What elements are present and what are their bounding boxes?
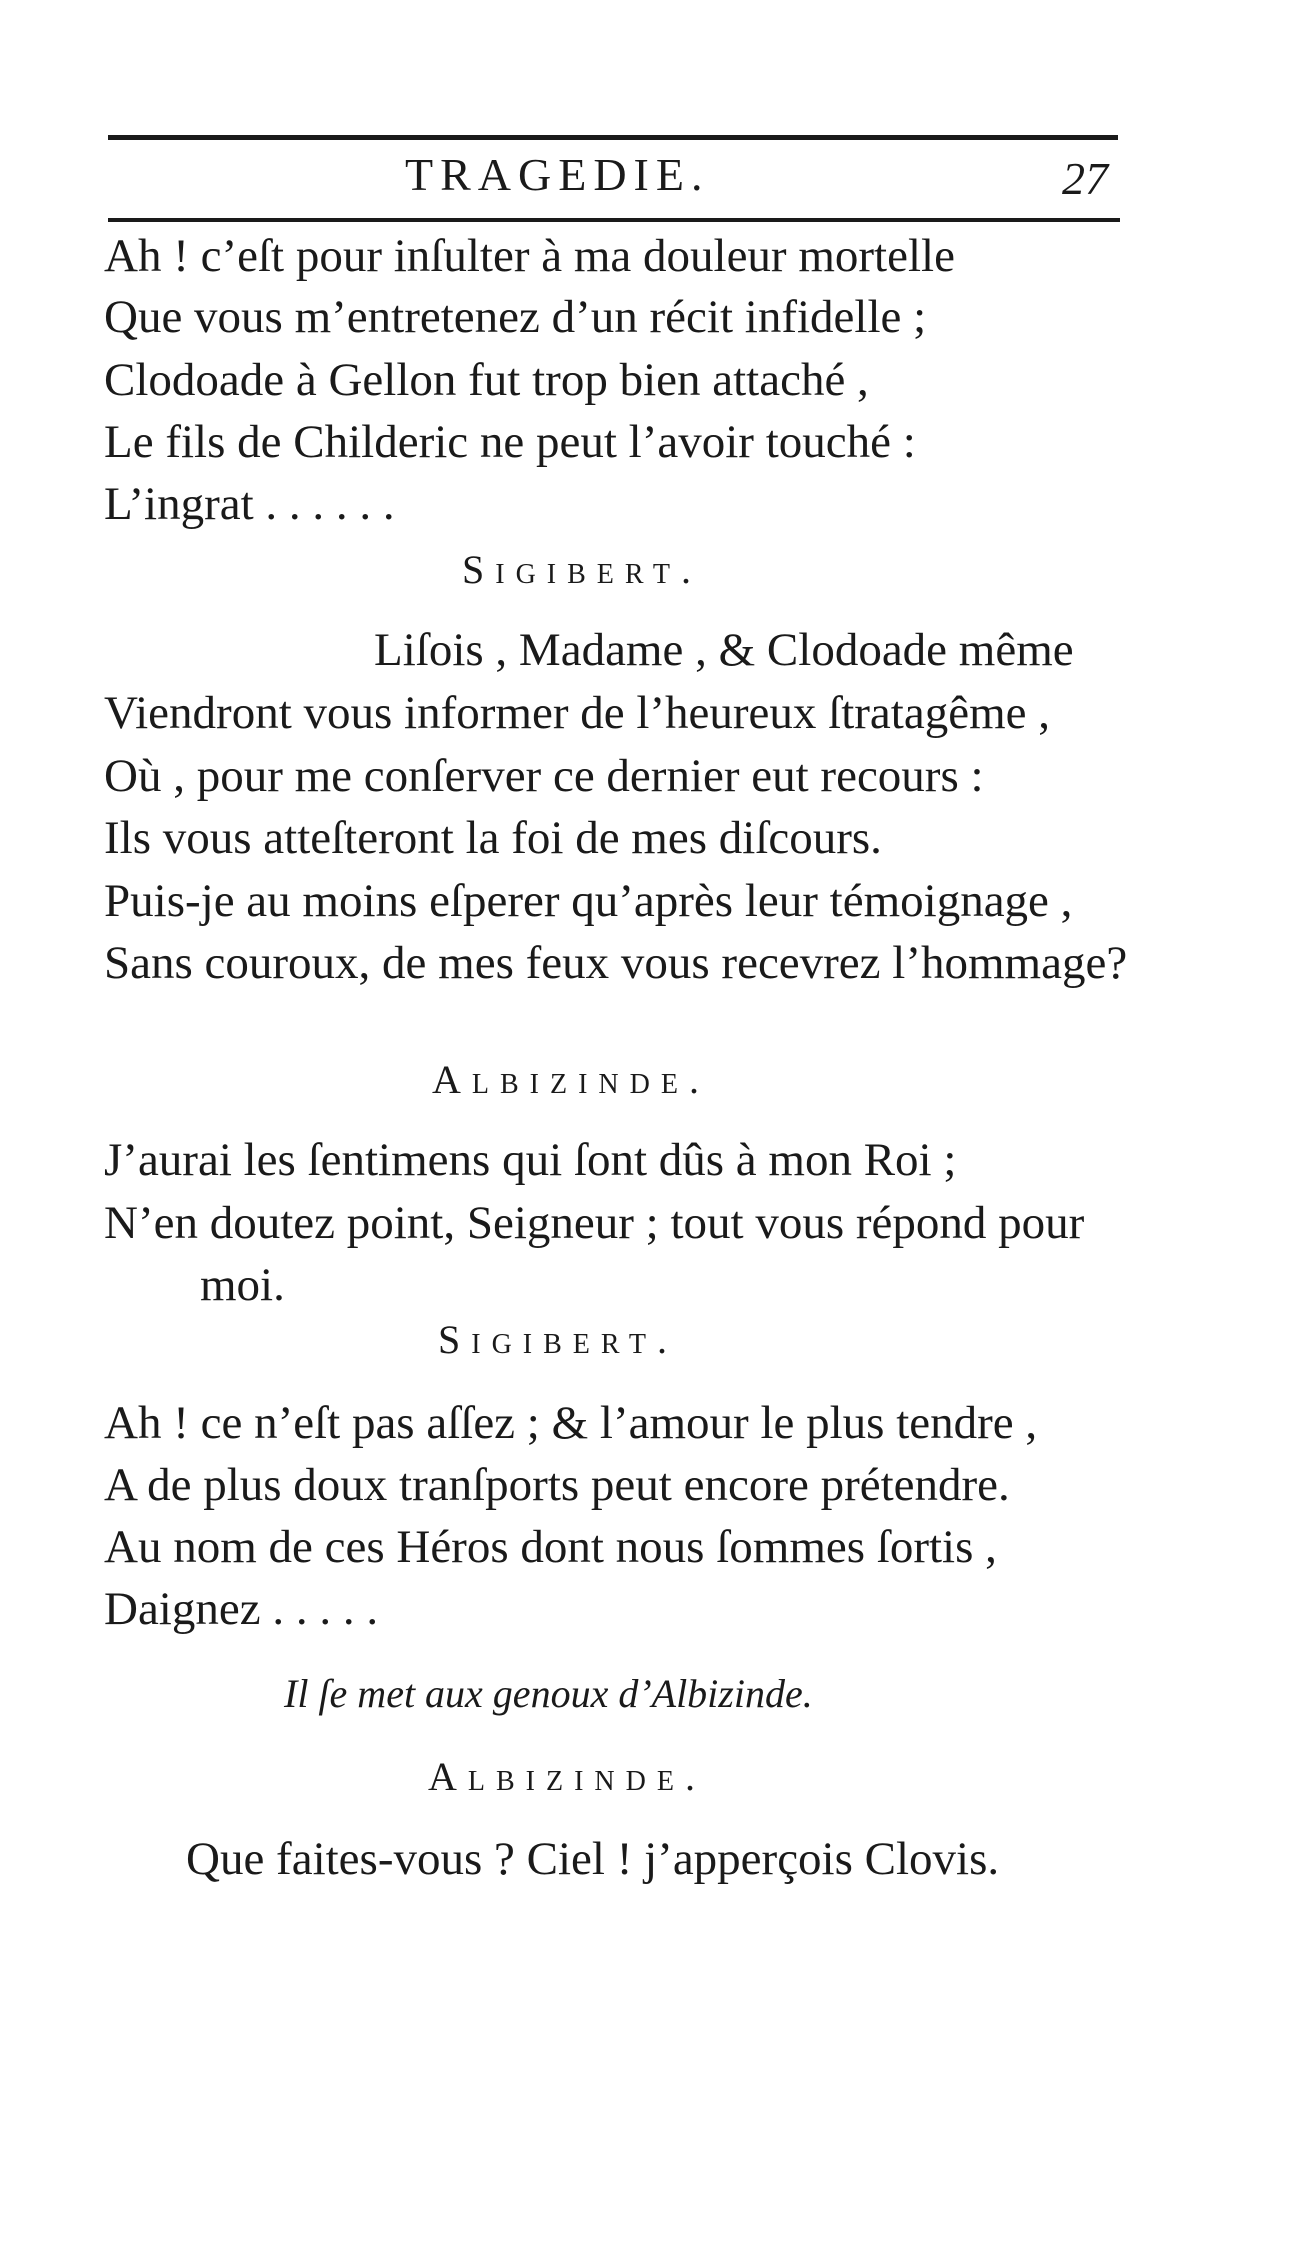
verse-line: Liſois , Madame , & Clodoade même xyxy=(374,624,1074,676)
verse-line: L’ingrat . . . . . . xyxy=(104,478,395,530)
running-head: TRAGEDIE. xyxy=(405,149,710,200)
speaker-name: Albizinde. xyxy=(432,1057,710,1102)
verse-line: Daignez . . . . . xyxy=(104,1583,379,1635)
verse-line: Clodoade à Gellon fut trop bien attaché , xyxy=(104,354,869,406)
verse-line: Ils vous atteſteront la foi de mes diſcours. xyxy=(104,812,882,864)
verse-line: Que vous m’entretenez d’un récit infidelle ; xyxy=(104,291,927,343)
page-number: 27 xyxy=(1062,153,1108,204)
stage-direction: Il ſe met aux genoux d’Albizinde. xyxy=(284,1671,813,1716)
verse-line: N’en doutez point, Seigneur ; tout vous répond pour xyxy=(104,1197,1085,1249)
verse-line: J’aurai les ſentimens qui ſont dûs à mon Roi ; xyxy=(104,1134,957,1186)
verse-line: Ah ! ce n’eſt pas aſſez ; & l’amour le plus tendre , xyxy=(104,1397,1038,1449)
header-top-rule xyxy=(108,135,1118,140)
verse-line: Où , pour me conſerver ce dernier eut recours : xyxy=(104,750,984,802)
verse-line: Sans couroux, de mes feux vous recevrez l’hommage? xyxy=(104,937,1128,989)
speaker-name: Albizinde. xyxy=(428,1754,706,1799)
verse-line: Viendront vous informer de l’heureux ſtratagême , xyxy=(104,687,1050,739)
verse-line: Que faites-vous ? Ciel ! j’apperçois Clovis. xyxy=(186,1833,1000,1885)
header-bottom-rule xyxy=(108,218,1120,222)
verse-line: moi. xyxy=(200,1259,285,1311)
verse-line: A de plus doux tranſports peut encore prétendre. xyxy=(104,1459,1010,1511)
verse-line: Ah ! c’eſt pour inſulter à ma douleur mortelle xyxy=(104,230,955,282)
speaker-name: Sigibert. xyxy=(438,1317,678,1362)
speaker-name: Sigibert. xyxy=(462,547,702,592)
verse-line: Puis-je au moins eſperer qu’après leur témoignage , xyxy=(104,875,1073,927)
verse-line: Au nom de ces Héros dont nous ſommes ſortis , xyxy=(104,1521,997,1573)
verse-line: Le fils de Childeric ne peut l’avoir touché : xyxy=(104,416,916,468)
